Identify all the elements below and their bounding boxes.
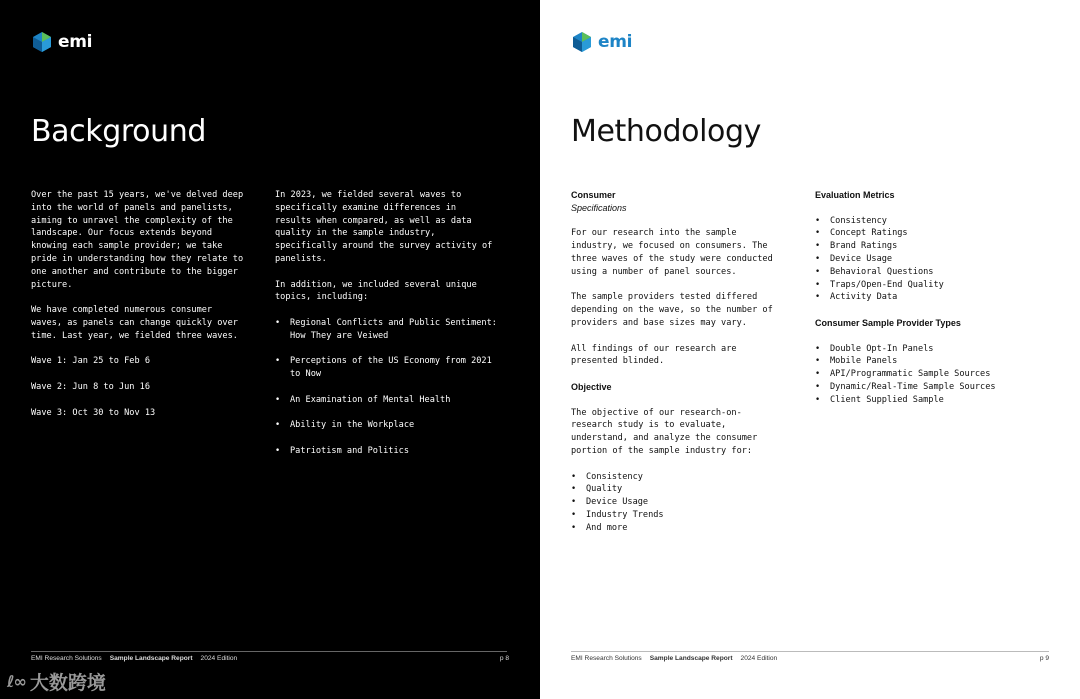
provider-type-item: • Double Opt-In Panels xyxy=(815,343,1035,356)
page-number: p 8 xyxy=(499,655,509,662)
footer-edition: 2024 Edition xyxy=(740,655,778,662)
consumer-subheading: Specifications xyxy=(571,202,627,213)
footer-report: Sample Landscape Report xyxy=(649,655,733,662)
metric-item: • Device Usage xyxy=(815,253,1035,266)
logo-text: emi xyxy=(58,32,93,52)
consumer-heading: Consumer xyxy=(571,190,616,200)
footer-report: Sample Landscape Report xyxy=(109,655,193,662)
provider-types-heading: Consumer Sample Provider Types xyxy=(815,317,961,328)
page-footer xyxy=(31,655,509,662)
topic-item: • Ability in the Workplace xyxy=(275,419,497,432)
consumer-paragraph: For our research into the sample industry, we focused on consumers. The three waves of the study were conducted using a number of panel sources. xyxy=(571,228,773,277)
objective-item: • And more xyxy=(571,522,783,535)
metric-item: • Consistency xyxy=(815,215,1035,228)
objective-item: • Consistency xyxy=(571,471,783,484)
providers-paragraph: The sample providers tested differed depending on the wave, so the number of providers and base sizes may vary. xyxy=(571,292,773,328)
metric-item: • Activity Data xyxy=(815,291,1035,304)
blinded-paragraph: All findings of our research are presented blinded. xyxy=(571,343,737,367)
emi-logo xyxy=(571,31,632,53)
metrics-list xyxy=(815,215,1035,305)
page-number: p 9 xyxy=(1039,655,1049,662)
provider-type-item: • Mobile Panels xyxy=(815,355,1035,368)
footer-divider xyxy=(571,651,1049,652)
watermark-mark: ℓ∞ xyxy=(7,672,26,691)
metric-item: • Behavioral Questions xyxy=(815,266,1035,279)
page-title: Background xyxy=(31,114,206,149)
footer-company: EMI Research Solutions xyxy=(571,655,642,662)
emi-hexagon-icon xyxy=(31,31,53,53)
intro-paragraph: Over the past 15 years, we've delved deep into the world of panels and panelists, aiming to unravel the complexity of the landscape. Our focus extends beyond knowing each sample provider; we take pride in understanding how they relate to one another and contribute to the bigger picture. xyxy=(31,190,244,290)
methodology-column-1 xyxy=(571,189,783,547)
provider-type-item: • API/Programmatic Sample Sources xyxy=(815,368,1035,381)
objective-item: • Quality xyxy=(571,483,783,496)
metrics-heading: Evaluation Metrics xyxy=(815,190,895,200)
footer-edition: 2024 Edition xyxy=(200,655,238,662)
provider-type-item: • Client Supplied Sample xyxy=(815,394,1035,407)
provider-types-list xyxy=(815,343,1035,407)
footer-company: EMI Research Solutions xyxy=(31,655,102,662)
watermark xyxy=(7,668,106,695)
watermark-text: 大数跨境 xyxy=(29,672,106,694)
objective-heading: Objective xyxy=(571,381,612,392)
topic-item: • An Examination of Mental Health xyxy=(275,394,497,407)
metric-item: • Brand Ratings xyxy=(815,240,1035,253)
topics-list xyxy=(275,317,497,458)
wave-item: Wave 2: Jun 8 to Jun 16 xyxy=(31,381,150,392)
topic-item: • Patriotism and Politics xyxy=(275,445,497,458)
page-methodology xyxy=(540,0,1080,699)
topics-intro: In addition, we included several unique topics, including: xyxy=(275,279,477,303)
wave-item: Wave 1: Jan 25 to Feb 6 xyxy=(31,356,150,367)
objective-item: • Device Usage xyxy=(571,496,783,509)
topic-item: • Perceptions of the US Economy from 2021 to Now xyxy=(275,355,497,381)
background-column-2 xyxy=(275,189,497,471)
emi-hexagon-icon xyxy=(571,31,593,53)
methodology-column-2 xyxy=(815,189,1035,419)
page-footer xyxy=(571,655,1049,662)
metric-item: • Concept Ratings xyxy=(815,227,1035,240)
metric-item: • Traps/Open-End Quality xyxy=(815,279,1035,292)
waves-2023-paragraph: In 2023, we fielded several waves to specifically examine differences in results when compared, as well as data quality in the sample industry, specifically around the survey activity of panelists. xyxy=(275,190,493,264)
logo-text: emi xyxy=(598,32,633,52)
objective-paragraph: The objective of our research-on-research study is to evaluate, understand, and analyze the consumer portion of the sample industry for: xyxy=(571,407,758,456)
footer-divider xyxy=(31,651,507,652)
waves-paragraph: We have completed numerous consumer waves, as panels can change quickly over time. Last year, we fielded three waves. xyxy=(31,305,238,341)
provider-type-item: • Dynamic/Real-Time Sample Sources xyxy=(815,381,1035,394)
page-title: Methodology xyxy=(571,114,761,149)
wave-item: Wave 3: Oct 30 to Nov 13 xyxy=(31,407,156,418)
topic-item: • Regional Conflicts and Public Sentiment: How They are Veiwed xyxy=(275,317,497,343)
objective-item: • Industry Trends xyxy=(571,509,783,522)
emi-logo xyxy=(31,31,92,53)
objective-list xyxy=(571,471,783,535)
background-column-1 xyxy=(31,189,246,432)
